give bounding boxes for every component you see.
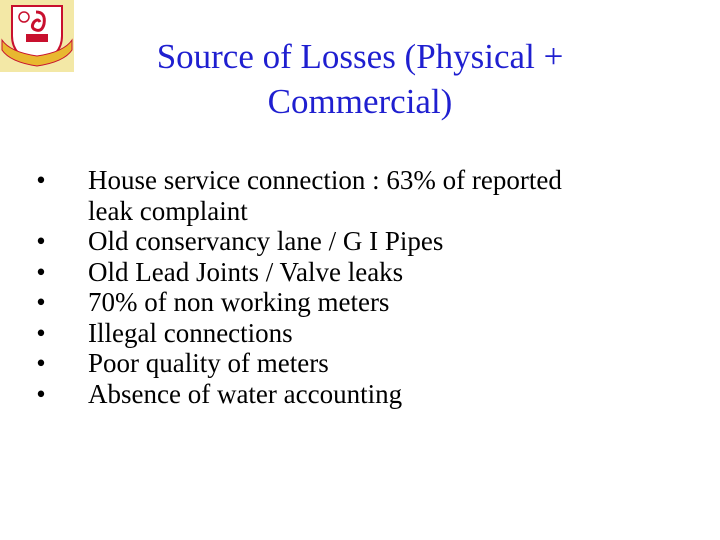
- bullet-item: [0, 257, 668, 288]
- slide-title-line-1: Source of Losses (Physical +: [156, 37, 564, 76]
- bullet-text-line: Illegal connections: [88, 317, 293, 348]
- bullet-list: [0, 165, 720, 409]
- bullet-dot-icon: •: [36, 165, 46, 195]
- slide-title-line-2: Commercial): [267, 82, 453, 121]
- bullet-dot-icon: •: [36, 287, 46, 317]
- bullet-item: [0, 165, 668, 226]
- bullet-text-line: Old conservancy lane / G I Pipes: [88, 226, 444, 256]
- institution-emblem-icon: [0, 0, 74, 72]
- bullet-item: [0, 318, 668, 349]
- bullet-dot-icon: •: [36, 256, 46, 287]
- bullet-text-line: Absence of water accounting: [88, 378, 403, 409]
- bullet-text-line: Old Lead Joints / Valve leaks: [88, 256, 404, 287]
- bullet-text-line: Poor quality of meters: [88, 348, 329, 378]
- bullet-item: [0, 379, 668, 410]
- bullet-text-line: House service connection : 63% of reported: [88, 165, 562, 195]
- bullet-item: [0, 348, 668, 379]
- bullet-dot-icon: •: [36, 226, 46, 256]
- bullet-item: [0, 226, 668, 257]
- logo-book: [26, 34, 48, 42]
- bullet-dot-icon: •: [36, 348, 46, 378]
- bullet-text-line: 70% of non working meters: [88, 287, 390, 317]
- bullet-text-line: leak complaint: [88, 195, 248, 226]
- bullet-item: [0, 287, 668, 318]
- slide-title: [90, 34, 630, 124]
- bullet-dot-icon: •: [36, 378, 46, 409]
- bullet-dot-icon: •: [36, 317, 46, 348]
